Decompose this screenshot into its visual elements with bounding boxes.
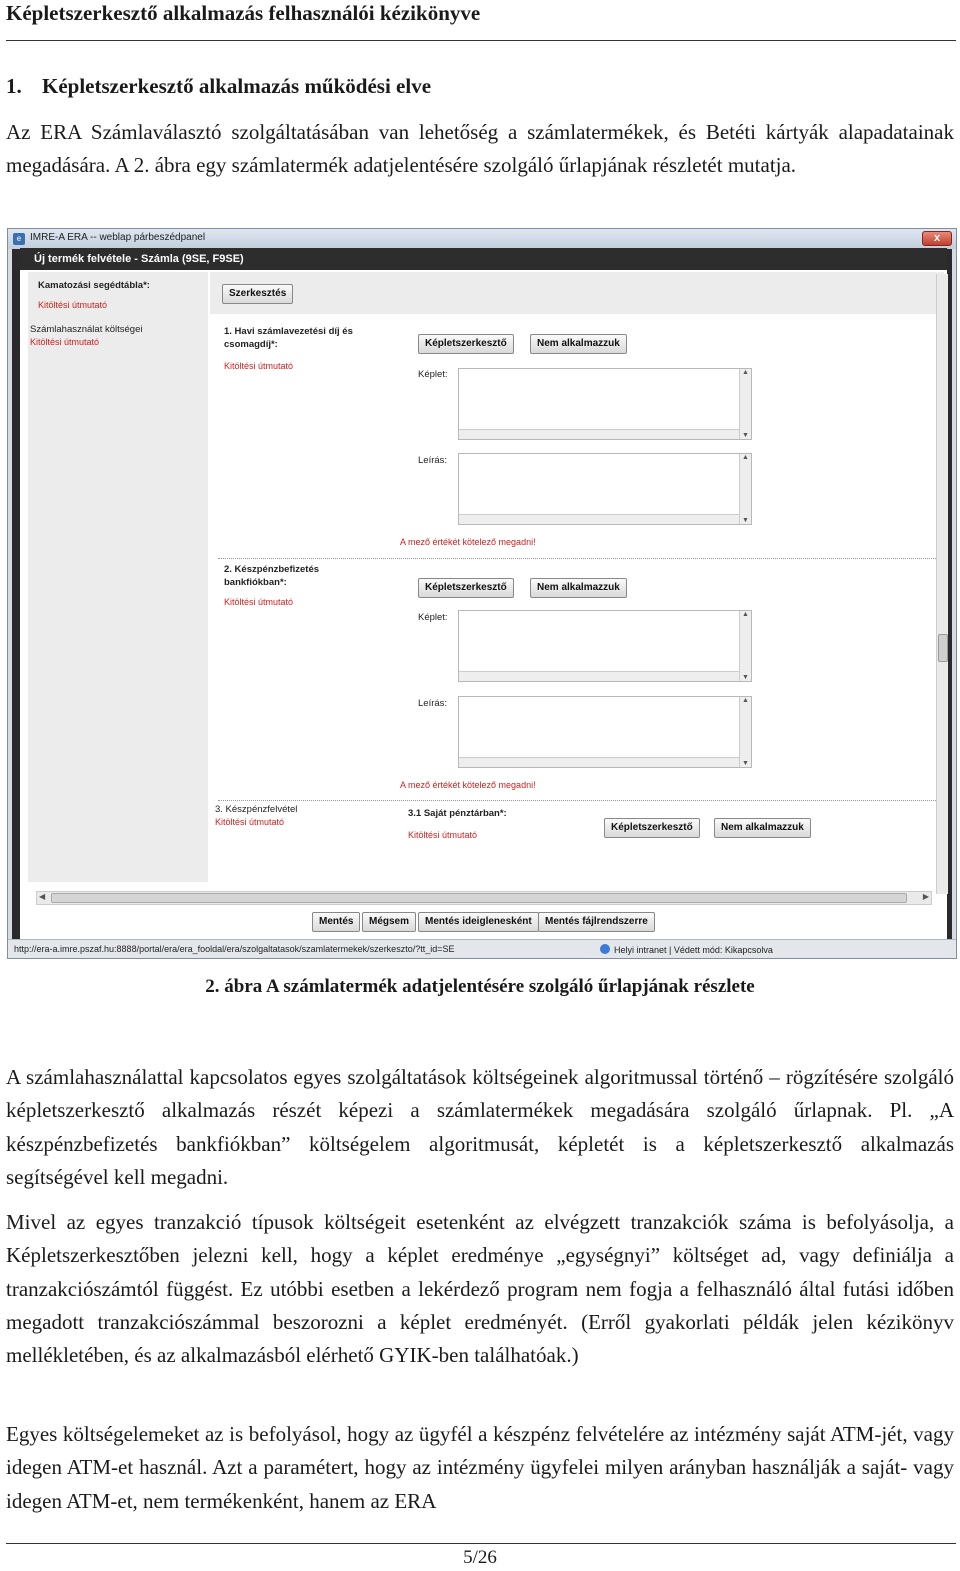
save-temporary-button[interactable]: Mentés ideiglenesként (418, 912, 539, 932)
scroll-right-icon[interactable]: ▶ (922, 892, 929, 901)
left-item-1-label: Kamatozási segédtábla*: (38, 280, 150, 291)
row1-background (210, 272, 944, 314)
app-icon: e (13, 233, 25, 245)
status-zone (600, 944, 773, 955)
screenshot-figure (7, 228, 957, 959)
scrollbar[interactable] (739, 369, 751, 439)
edit-button[interactable]: Szerkesztés (222, 284, 293, 304)
left-item-1-guide-link[interactable]: Kitöltési útmutató (38, 300, 108, 310)
panel-title: Új termék felvétele - Számla (9SE, F9SE) (20, 248, 947, 270)
section-title: Képletszerkesztő alkalmazás működési elve (42, 74, 432, 98)
field2-formula-input[interactable] (458, 610, 752, 682)
footer-divider (6, 1543, 956, 1544)
globe-icon (600, 944, 610, 954)
page-number: 5/26 (463, 1547, 497, 1568)
section-number: 1. (6, 74, 22, 98)
window-title: IMRE-A ERA -- weblap párbeszédpanel (30, 232, 206, 243)
status-zone-text: Helyi intranet | Védett mód: Kikapcsolva (614, 945, 773, 955)
field1-guide-link[interactable]: Kitöltési útmutató (224, 361, 294, 371)
field2-description-label: Leírás: (418, 698, 448, 709)
window-titlebar (8, 229, 956, 249)
field3-formula-editor-button[interactable]: Képletszerkesztő (604, 818, 700, 838)
figure-caption: 2. ábra A számlatermék adatjelentésére szolgáló űrlapjának részlete (205, 976, 755, 997)
field3-guide-link[interactable]: Kitöltési útmutató (408, 830, 478, 840)
field1-required-message: A mező értékét kötelező megadni! (400, 537, 536, 547)
scrollbar[interactable] (739, 454, 751, 524)
left-item-2-label: Számlahasználat költségei (30, 324, 143, 335)
document-title: Képletszerkesztő alkalmazás felhasználói kézikönyve (6, 1, 481, 25)
field2-required-message: A mező értékét kötelező megadni! (400, 780, 536, 790)
body-paragraph-1: A számlahasználattal kapcsolatos egyes szolgáltatások költségeinek algoritmussal történő – rögzítésére szolgáló képletszerkesztő alkalmazás részét képezi a számlatermékek megadására szolgáló űrlapnak. Pl. „A készpénzbefizetés bankfiókban” költségelem algoritmusát, képletét is a képletszerkesztő alkalmazás segítségével kell megadni. (6, 1065, 954, 1189)
scroll-left-icon[interactable]: ◀ (39, 892, 46, 901)
scrollbar[interactable] (459, 514, 739, 524)
body-paragraph-2: Mivel az egyes tranzakció típusok költségeit esetenként az elvégzett tranzakciók száma is befolyásolja, a Képletszerkesztőben jelezni kell, hogy a képlet eredménye „egységnyi” költséget ad, vagy definiálja a tranzakciószámtól függést. Ez utóbbi esetben a lekérdező program nem fogja a felhasználó által futási időben megadott tranzakciószámmal beszorozni a képlet eredményét. (Erről gyakorlati példák jelen kézikönyv mellékletében, és az alkalmazásból elérhető GYIK-ben találhatóak.) (6, 1210, 954, 1368)
scrollbar[interactable] (459, 757, 739, 767)
status-url: http://era-a.imre.pszaf.hu:8888/portal/era/era_fooldal/era/szolgaltatasok/szamlatermekek/szerkeszto/?tt_id=SE (14, 944, 455, 954)
left-item-3-label: 3. Készpénzfelvétel (215, 804, 298, 815)
field1-formula-editor-button[interactable]: Képletszerkesztő (418, 334, 514, 354)
field1-description-input[interactable] (458, 453, 752, 525)
field1-formula-input[interactable] (458, 368, 752, 440)
save-button[interactable]: Mentés (312, 912, 360, 932)
field1-not-used-button[interactable]: Nem alkalmazzuk (530, 334, 627, 354)
field2-description-input[interactable] (458, 696, 752, 768)
status-bar (8, 939, 956, 959)
scrollbar[interactable] (459, 429, 739, 439)
field2-label-line2: bankfiókban*: (224, 577, 287, 588)
scrollbar[interactable] (459, 671, 739, 681)
body-paragraph-3: Egyes költségelemeket az is befolyásol, hogy az ügyfél a készpénz felvételére az intézmény saját ATM-jét, vagy idegen ATM-et használ. Azt a paramétert, hogy az intézmény ügyfelei milyen arányban használják a saját- vagy idegen ATM-et, nem termékenként, hanem az ERA (6, 1422, 954, 1513)
scrollbar[interactable] (739, 697, 751, 767)
panel-horizontal-scrollbar[interactable] (36, 891, 932, 905)
section-heading (6, 74, 431, 99)
field2-guide-link[interactable]: Kitöltési útmutató (224, 597, 294, 607)
scroll-thumb[interactable] (51, 893, 907, 903)
field2-formula-editor-button[interactable]: Képletszerkesztő (418, 578, 514, 598)
field2-formula-label: Képlet: (418, 612, 448, 623)
divider (218, 558, 938, 559)
divider (218, 800, 938, 801)
intro-paragraph: Az ERA Számlaválasztó szolgáltatásában van lehetőség a számlatermékek, és Betéti kártyák alapadatainak megadására. A 2. ábra egy számlatermék adatjelentésére szolgáló űrlapjának részletét mutatja. (6, 120, 954, 178)
field3-not-used-button[interactable]: Nem alkalmazzuk (714, 818, 811, 838)
document-header (6, 0, 956, 41)
scroll-thumb[interactable] (938, 634, 948, 662)
field2-not-used-button[interactable]: Nem alkalmazzuk (530, 578, 627, 598)
field1-formula-label: Képlet: (418, 369, 448, 380)
scrollbar[interactable] (739, 611, 751, 681)
field1-label-line2: csomagdíj*: (224, 339, 278, 350)
left-label-column (28, 272, 208, 882)
cancel-button[interactable]: Mégsem (362, 912, 416, 932)
left-item-3-guide-link[interactable]: Kitöltési útmutató (215, 817, 285, 827)
field3-label: 3.1 Saját pénztárban*: (408, 808, 507, 819)
window-close-button[interactable]: x (922, 231, 952, 246)
form-panel (20, 248, 947, 941)
panel-vertical-scrollbar[interactable] (936, 274, 948, 894)
left-item-2-guide-link[interactable]: Kitöltési útmutató (30, 337, 100, 347)
field1-label-line1: 1. Havi számlavezetési díj és (224, 326, 353, 337)
save-to-filesystem-button[interactable]: Mentés fájlrendszerre (538, 912, 655, 932)
field1-description-label: Leírás: (418, 455, 448, 466)
field2-label-line1: 2. Készpénzbefizetés (224, 564, 320, 575)
